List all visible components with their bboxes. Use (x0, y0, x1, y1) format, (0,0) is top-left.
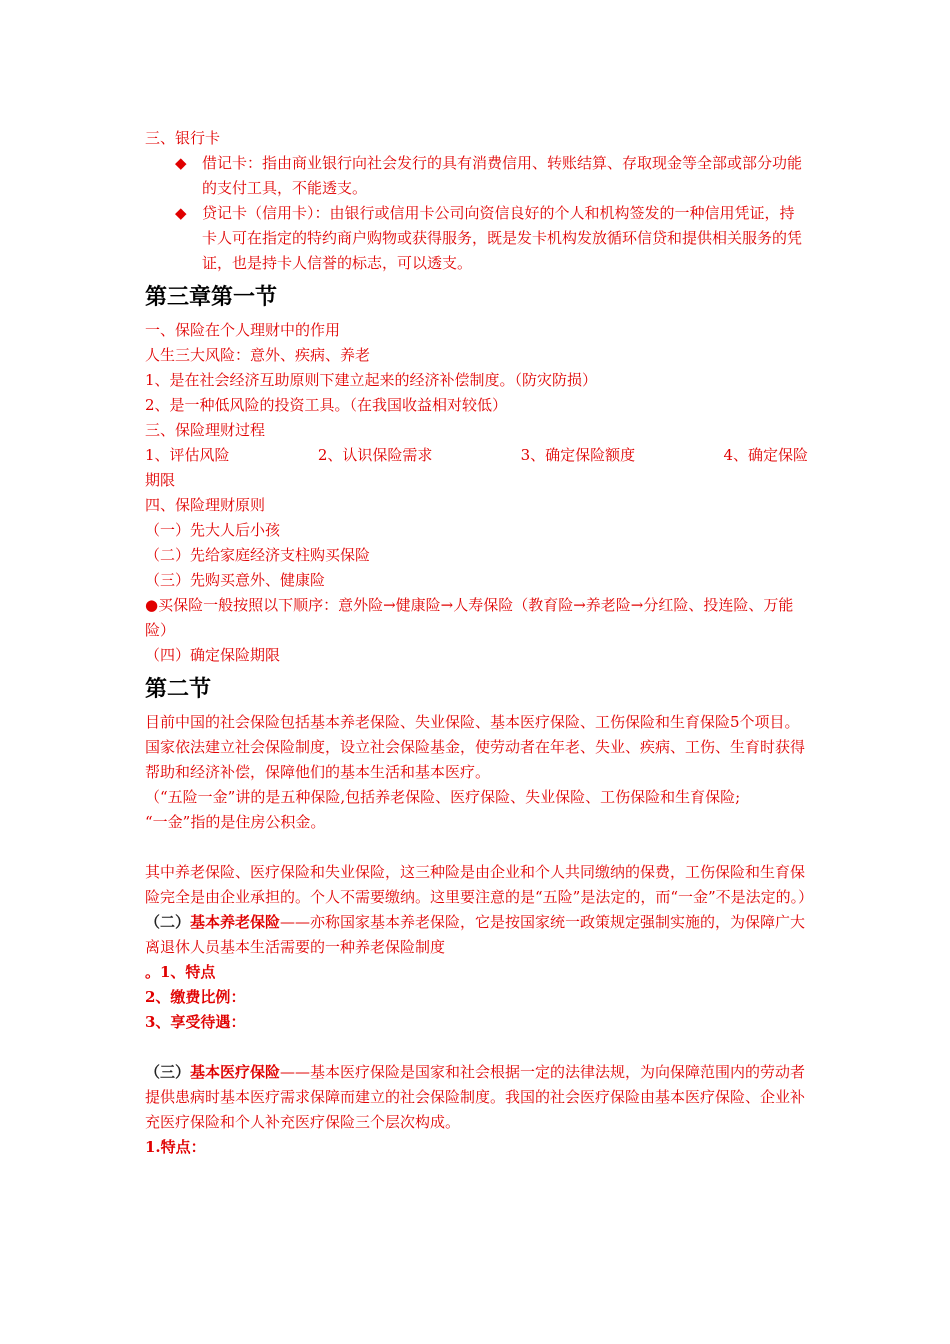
document-page (145, 126, 814, 1160)
insurance-role-title: 一、保险在个人理财中的作用 (145, 321, 341, 339)
contribution-explanation: 其中养老保险、医疗保险和失业保险，这三种险是由企业和个人共同缴纳的保费，工伤保险和生育保险完全是由企业承担的。个人不需要缴纳。这里要注意的是“五险”是法定的，而“一金”不是法定的。） (145, 863, 814, 906)
section-bank-card-title: 三、银行卡 (145, 129, 221, 147)
process-step-3: 3、确定保险额度 (520, 446, 636, 464)
diamond-bullet-icon: ◆ (175, 154, 187, 172)
credit-card-text: 贷记卡（信用卡）：由银行或信用卡公司向资信良好的个人和机构签发的一种信用凭证，持卡人可在指定的特约商户购物或获得服务，既是发卡机构发放循环信贷和提供相关服务的凭证，也是持卡人信誉的标志，可以透支。 (202, 204, 803, 272)
medical-prefix: （三） (145, 1063, 191, 1081)
section2-heading: 第二节 (145, 677, 212, 702)
principle-1: （一）先大人后小孩 (145, 521, 281, 539)
pension-prefix: （二） (145, 913, 191, 931)
diamond-bullet-icon: ◆ (175, 204, 187, 222)
medical-insurance-paragraph (145, 1060, 808, 1135)
insurance-process-steps (145, 443, 808, 468)
social-insurance-intro: 目前中国的社会保险包括基本养老保险、失业保险、基本医疗保险、工伤保险和生育保险5个项目。国家依法建立社会保险制度，设立社会保险基金，使劳动者在年老、失业、疾病、工伤、生育时获得帮助和经济补偿，保障他们的基本生活和基本医疗。 (145, 713, 806, 781)
insurance-point-2: 2、是一种低风险的投资工具。（在我国收益相对较低） (145, 396, 508, 414)
principle-3: （三）先购买意外、健康险 (145, 571, 326, 589)
blank-line (145, 835, 808, 860)
credit-card-bullet (145, 201, 808, 276)
medical-feature-label: 1.特点： (145, 1138, 206, 1156)
principle-4: （四）确定保险期限 (145, 646, 281, 664)
process-step-2: 2、认识保险需求 (317, 446, 433, 464)
three-risks-line: 人生三大风险：意外、疾病、养老 (145, 346, 371, 364)
medical-term: 基本医疗保险 (190, 1063, 281, 1081)
five-insurances-line: （“五险一金”讲的是五种保险,包括养老保险、医疗保险、失业保险、工伤保险和生育保险; (145, 788, 741, 806)
insurance-process-title: 三、保险理财过程 (145, 421, 266, 439)
pension-insurance-paragraph (145, 910, 808, 960)
one-fund-line: “一金”指的是住房公积金。 (145, 813, 326, 831)
chapter3-section1-heading: 第三章第一节 (145, 285, 278, 310)
process-step-4-tail: 期限 (145, 471, 176, 489)
process-step-1: 1、评估风险 (145, 446, 230, 464)
medical-definition: ——基本医疗保险是国家和社会根据一定的法律法规，为向保障范围内的劳动者提供患病时基本医疗需求保障而建立的社会保险制度。我国的社会医疗保险由基本医疗保险、企业补充医疗保险和个人补充医疗保险三个层次构成。 (145, 1063, 806, 1131)
pension-feature-label: 。1、特点 (145, 963, 216, 981)
insurance-principles-title: 四、保险理财原则 (145, 496, 266, 514)
principle-2: （二）先给家庭经济支柱购买保险 (145, 546, 371, 564)
pension-definition: ——亦称国家基本养老保险，它是按国家统一政策规定强制实施的，为保障广大离退休人员基本生活需要的一种养老保险制度 (145, 913, 806, 956)
blank-line (145, 1035, 808, 1060)
pension-contribution-label: 2、缴费比例： (145, 988, 246, 1006)
process-step-4: 4、确定保险 (723, 446, 808, 464)
debit-card-bullet (145, 151, 808, 201)
pension-term: 基本养老保险 (190, 913, 281, 931)
pension-benefit-label: 3、享受待遇： (145, 1013, 246, 1031)
debit-card-text: 借记卡：指由商业银行向社会发行的具有消费信用、转账结算、存取现金等全部或部分功能的支付工具，不能透支。 (202, 154, 803, 197)
insurance-point-1: 1、是在社会经济互助原则下建立起来的经济补偿制度。（防灾防损） (145, 371, 598, 389)
purchase-order-line: ●买保险一般按照以下顺序：意外险→健康险→人寿保险（教育险→养老险→分红险、投连险、万能险） (145, 596, 794, 639)
